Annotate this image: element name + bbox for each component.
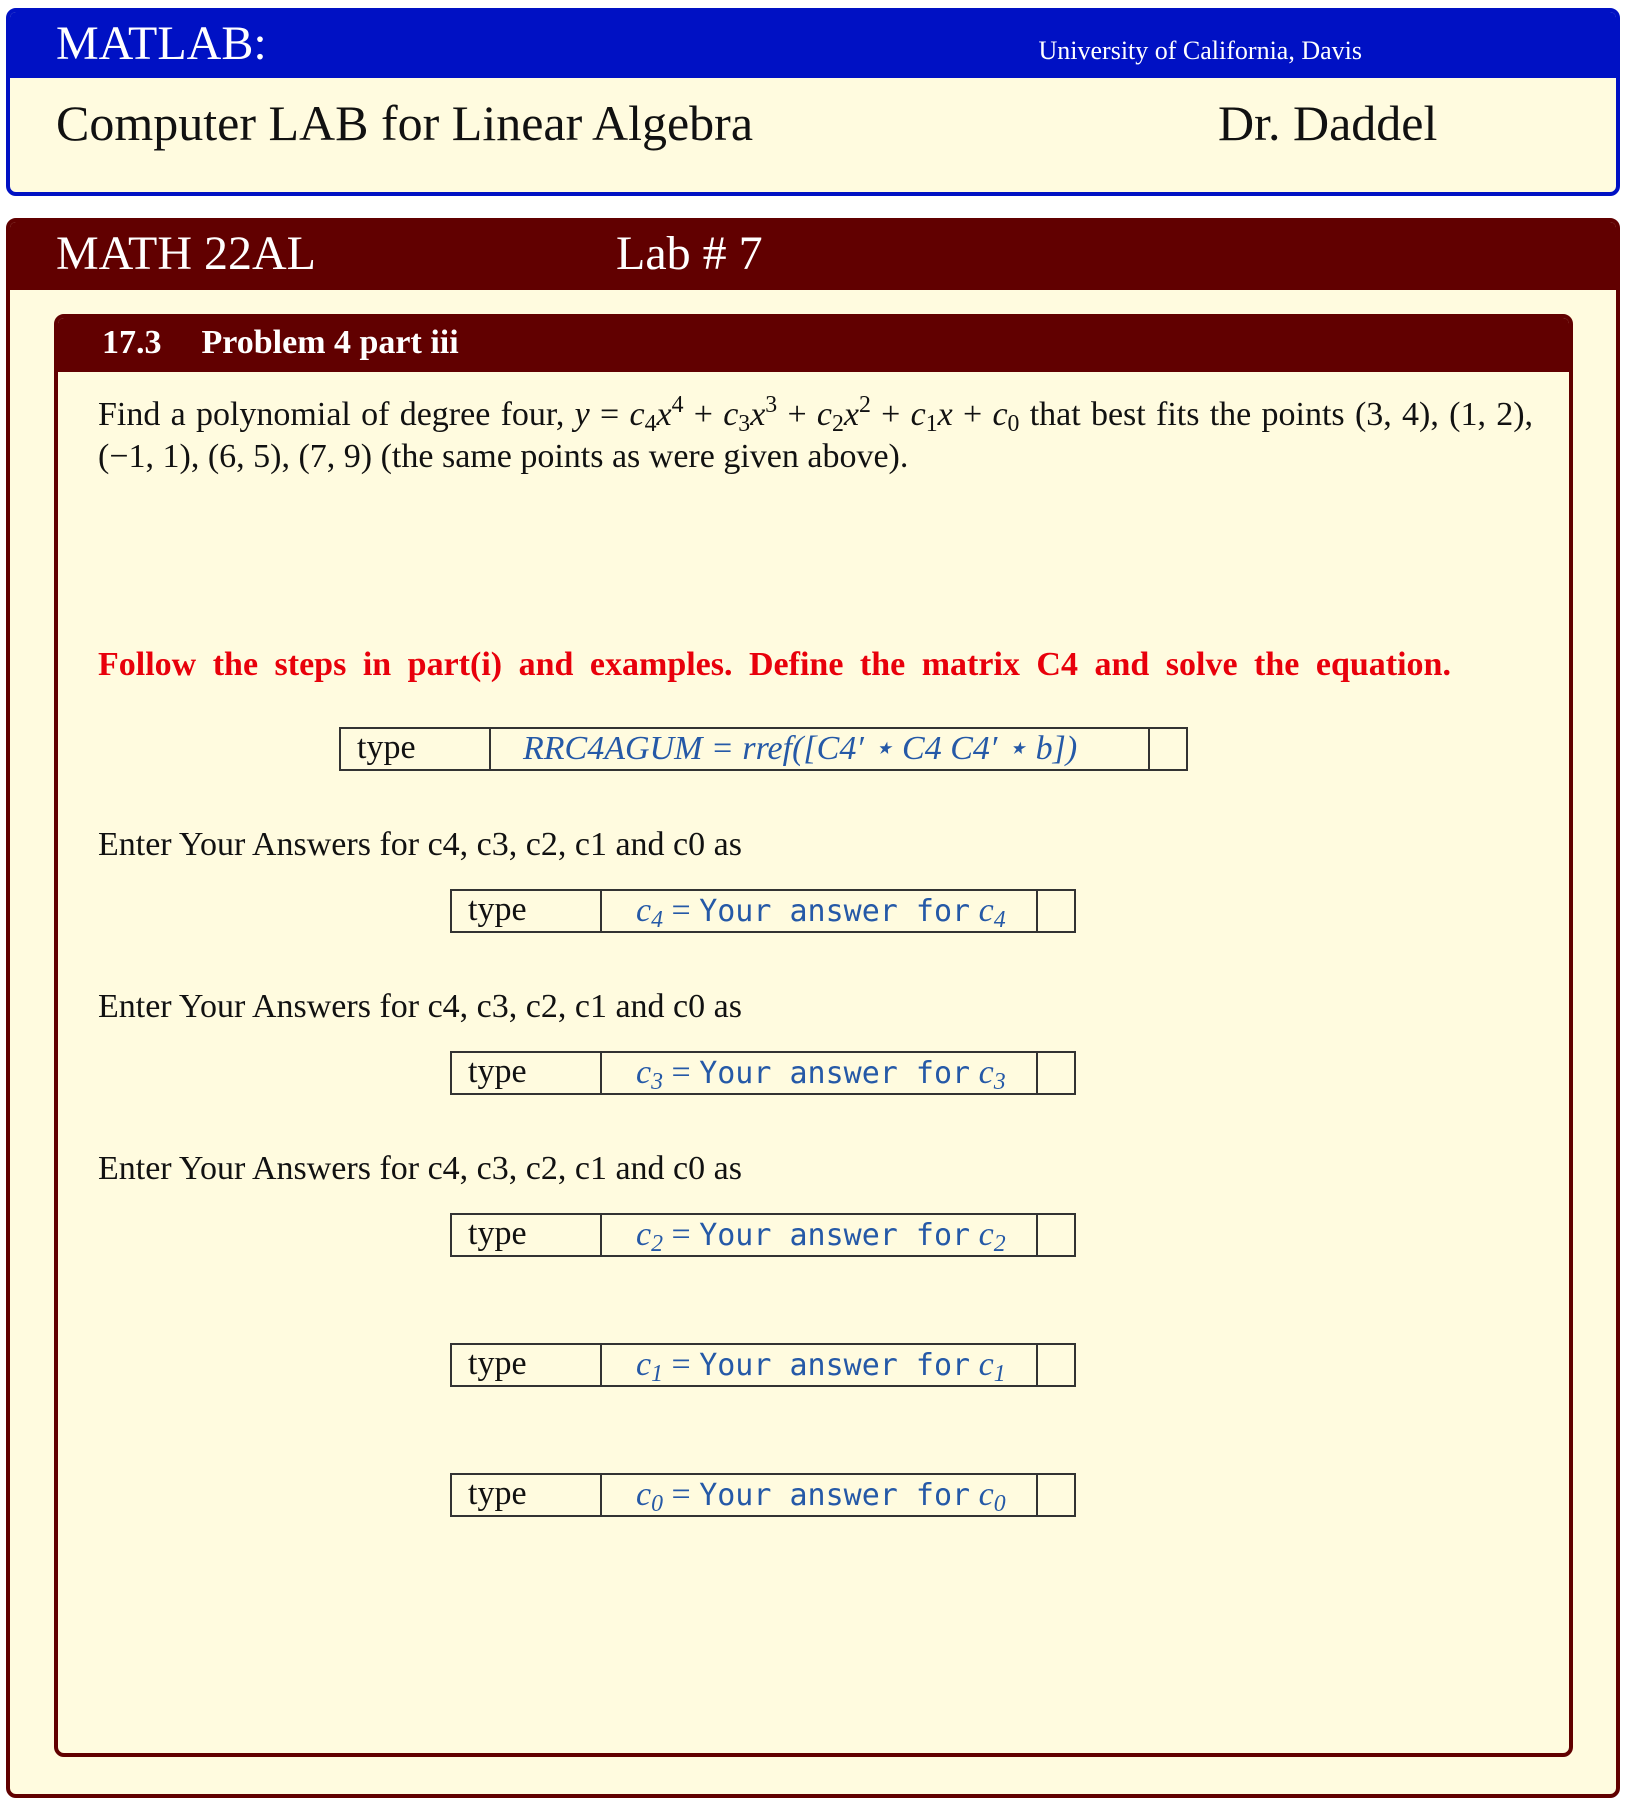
header-box: [6, 8, 1620, 196]
answer-box-end: [1038, 1475, 1074, 1515]
problem-box: [54, 314, 1573, 1757]
answer-field-c0[interactable]: $c_0$ = Your answer for $c_0$: [602, 1475, 1038, 1515]
lab-number: Lab # 7: [616, 227, 763, 280]
university-name: University of California, Davis: [1038, 36, 1362, 65]
problem-heading: [102, 324, 459, 362]
command-box: [339, 727, 1188, 771]
problem-intro: Find a polynomial of degree four,: [98, 396, 565, 433]
answer-type-label: type: [452, 1215, 602, 1255]
header-title: MATLAB:: [56, 17, 267, 70]
problem-points: (3, 4), (1, 2), (−1, 1), (6, 5), (7, 9): [98, 396, 1534, 475]
problem-fits: that best fits the points: [1029, 396, 1345, 433]
answer-field-c3[interactable]: $c_3$ = Your answer for $c_3$: [602, 1053, 1038, 1093]
answer-box-c4: [450, 889, 1076, 933]
answer-type-label: type: [452, 891, 602, 931]
instructor-name: Dr. Daddel: [1218, 95, 1438, 151]
answer-box-end: [1038, 1215, 1074, 1255]
command-type-label: type: [341, 729, 491, 769]
answer-prompt-3: Enter Your Answers for c4, c3, c2, c1 and c0 as: [98, 1150, 742, 1187]
problem-statement: Find a polynomial of degree four, $y = c_4x^4 + c_3x^3 + c_2x^2 + c_1x + c_0$ that best fits the points (3, 4), (1, 2), (−1, 1), (6, 5), (7, 9) (the same points as were given above).: [98, 391, 1534, 475]
answer-field-c1[interactable]: $c_1$ = Your answer for $c_1$: [602, 1345, 1038, 1385]
instruction-text: Follow the steps in part(i) and examples. Define the matrix C4 and solve the equation.: [98, 646, 1451, 683]
answer-box-c3: [450, 1051, 1076, 1095]
problem-tail: (the same points as were given above).: [380, 438, 909, 475]
answer-type-label: type: [452, 1053, 602, 1093]
answer-type-label: type: [452, 1345, 602, 1385]
problem-number: 17.3: [102, 324, 162, 361]
answer-field-c4[interactable]: $c_4$ = Your answer for $c_4$: [602, 891, 1038, 931]
answer-box-end: [1038, 891, 1074, 931]
answer-box-c1: [450, 1343, 1076, 1387]
answer-type-label: type: [452, 1475, 602, 1515]
problem-title: Problem 4 part iii: [201, 324, 459, 361]
answer-box-end: [1038, 1053, 1074, 1093]
command-text[interactable]: RRC4AGUM = rref([C4′ ⋆ C4 C4′ ⋆ b]): [491, 729, 1150, 769]
course-code: MATH 22AL: [56, 227, 316, 280]
answer-box-c2: [450, 1213, 1076, 1257]
course-title: Computer LAB for Linear Algebra: [56, 95, 754, 151]
answer-prompt-1: Enter Your Answers for c4, c3, c2, c1 and c0 as: [98, 826, 742, 863]
polynomial-equation: y: [574, 396, 590, 433]
answer-box-c0: [450, 1473, 1076, 1517]
answer-box-end: [1038, 1345, 1074, 1385]
lab-box: [6, 218, 1620, 1798]
answer-field-c2[interactable]: $c_2$ = Your answer for $c_2$: [602, 1215, 1038, 1255]
answer-prompt-2: Enter Your Answers for c4, c3, c2, c1 and c0 as: [98, 988, 742, 1025]
command-box-end: [1150, 729, 1186, 769]
